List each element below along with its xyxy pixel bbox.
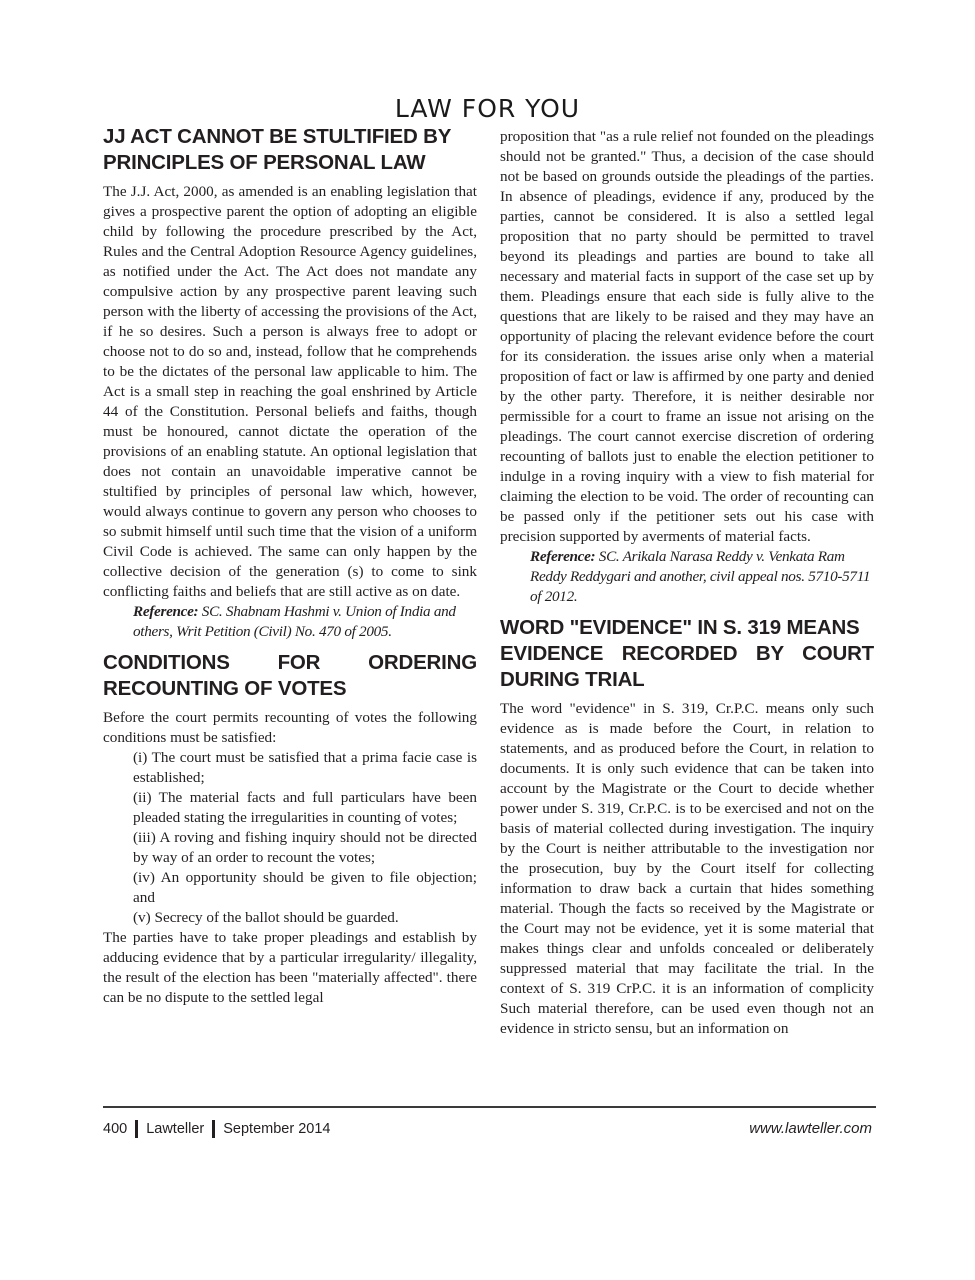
article-title-evidence: WORD "EVIDENCE" IN S. 319 MEANS EVIDENCE RECORDED BY COURT DURING TRIAL	[500, 616, 874, 691]
right-column	[500, 127, 874, 1039]
recounting-body-part2: proposition that "as a rule relief not founded on the pleadings should not be granted." Thus, a decision of the case should not be based on grounds outside the pleadings of the parties. In absence of pleadings, evidence if any, produced by the parties, cannot be considered. It is also a settled legal proposition that no party should be permitted to travel beyond its pleadings and parties are bound to take all necessary and material facts in support of the case set up by them. Pleadings ensure that each side is fully alive to the questions that are likely to be raised and they may have an opportunity of placing the relevant evidence before the court for its consideration. the issues arise only when a material proposition of fact or law is affirmed by one party and denied by the other party. Therefore, it is neither desirable nor permissible for a court to frame an issue not arising on the pleadings. The court cannot exercise discretion of ordering recounting of ballots just to enable the election petitioner to indulge in a roving inquiry with a view to fish material for claiming the election to be void. The order of recounting can be passed only if the petitioner sets out his case with precision supported by averments of material facts.	[500, 128, 874, 545]
separator-bar	[135, 1120, 138, 1138]
condition-item: (ii) The material facts and full particulars have been pleaded stating the irregularities in counting of votes;	[133, 789, 477, 826]
condition-item: (v) Secrecy of the ballot should be guarded.	[133, 909, 399, 926]
article-title-recounting: CONDITIONS FOR ORDERING RECOUNTING OF VOTES	[103, 651, 477, 700]
reference-jj-act: Reference: SC. Shabnam Hashmi v. Union of India and others, Writ Petition (Civil) No. 470 of 2005.	[133, 603, 456, 640]
condition-item: (iii) A roving and fishing inquiry should not be directed by way of an order to recount the votes;	[133, 829, 477, 866]
recounting-body-part1: The parties have to take proper pleadings and establish by adducing evidence that by a particular irregularity/ illegality, the result of the election has been "materially affected". there can be no dispute to the settled legal	[103, 929, 477, 1006]
article-body-evidence: The word "evidence" in S. 319, Cr.P.C. means only such evidence as is made before the Court, in relation to statements, and as produced before the Court, in relation to documents. It is only such evidence that can be taken into account by the Magistrate or the Court to decide whether power under S. 319, Cr.P.C. is to be exercised and not on the basis of material collected during investigation. The inquiry by the Court is neither attributable to the investigation nor the prosecution, buy by the Court itself for collecting information to draw back a curtain that hides something material. Though the facts so received by the Magistrate or the Court may not be evidence, yet it is some material that makes things clear and unfolds concealed or deliberately suppressed material that may facilitate the trial. In the context of S. 319 CrP.C. it is an information of complicity Such material therefore, can be used even though not an evidence in stricto sensu, but an information on	[500, 700, 874, 1037]
left-column	[103, 124, 477, 1008]
article-body-jj-act: The J.J. Act, 2000, as amended is an enabling legislation that gives a prospective parent the option of adopting an eligible child by following the procedure prescribed by the Act, Rules and the Central Adoption Resource Agency guidelines, as notified under the Act. The Act does not mandate any compulsive action by any prospective parent leaving such person with the liberty of accessing the provisions of the Act, if he so desires. Such a person is always free to adopt or choose not to do so and, instead, follow that he comprehends to be the dictates of the personal law applicable to him. The Act is a small step in reaching the goal enshrined by Article 44 of the Constitution. Personal beliefs and faiths, though must be honoured, cannot dictate the operation of the provisions of an enabling statute. An optional legislation that does not contain an unavoidable imperative cannot be stultified by principles of personal law which, however, would always continue to govern any person who chooses to so submit himself until such time that the vision of a uniform Civil Code is achieved. The same can only happen by the collective decision of the generation (s) to come to sink conflicting faiths and beliefs that are still active as on date.	[103, 183, 477, 600]
footer-divider	[103, 1106, 876, 1108]
footer-info	[103, 1120, 330, 1138]
recounting-intro: Before the court permits recounting of votes the following conditions must be satisfied:	[103, 709, 477, 746]
article-title-jj-act: JJ ACT CANNOT BE STULTIFIED BY PRINCIPLES OF PERSONAL LAW	[103, 125, 452, 174]
condition-item: (iv) An opportunity should be given to file objection; and	[133, 869, 477, 906]
section-header: LAW FOR YOU	[394, 94, 581, 123]
page-number: 400	[103, 1121, 128, 1137]
issue-date: September 2014	[223, 1121, 331, 1137]
reference-recounting: Reference: SC. Arikala Narasa Reddy v. Venkata Ram Reddy Reddygari and another, civil appeal nos. 5710-5711 of 2012.	[530, 548, 871, 605]
website-link: www.lawteller.com	[749, 1120, 872, 1137]
publication-name: Lawteller	[146, 1121, 205, 1137]
condition-item: (i) The court must be satisfied that a prima facie case is established;	[133, 749, 477, 786]
separator-bar	[212, 1120, 215, 1138]
